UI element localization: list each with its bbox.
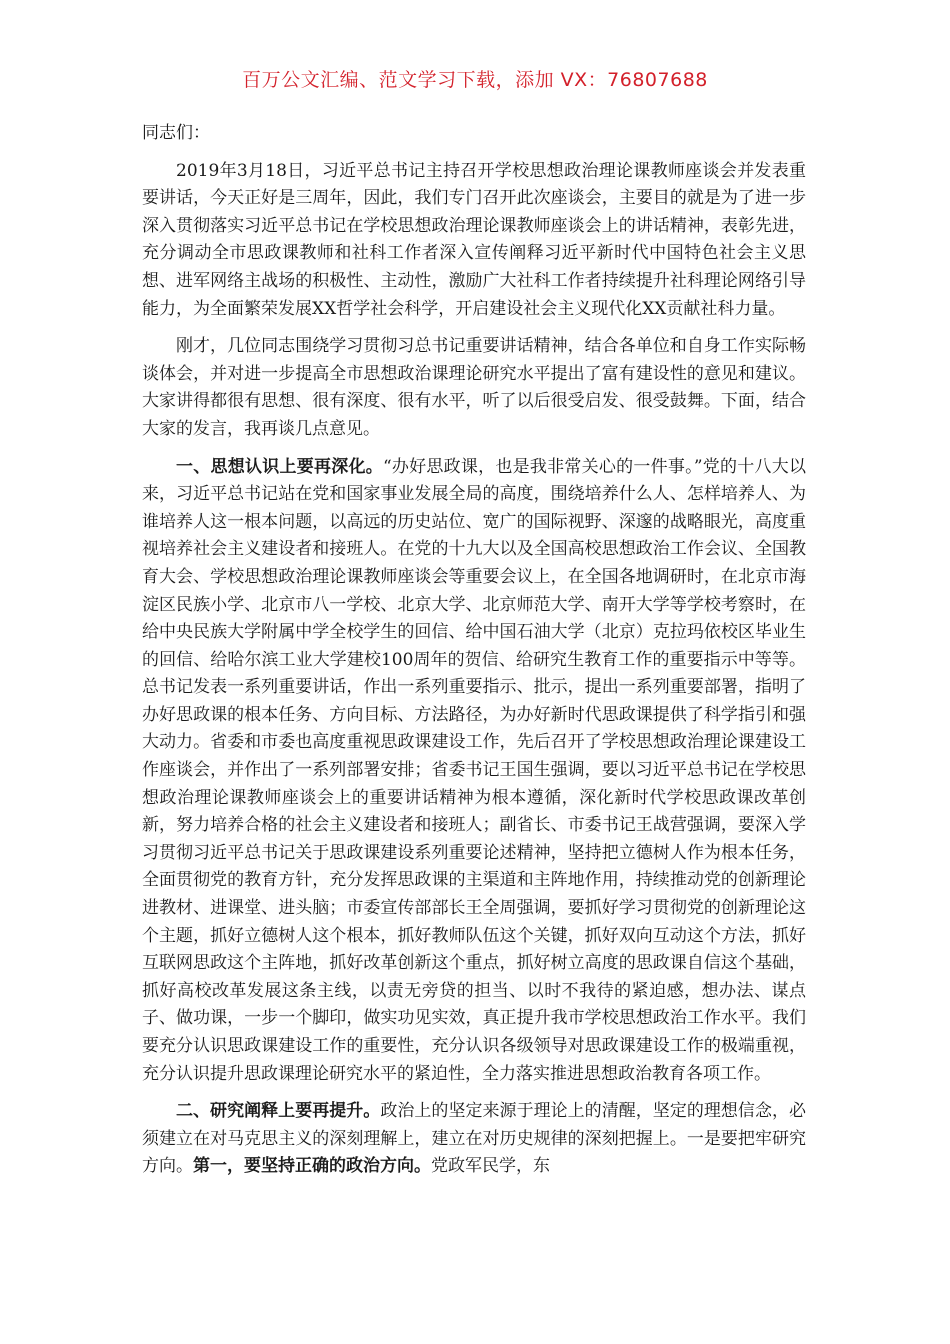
paragraph-2: 刚才，几位同志围绕学习贯彻习总书记重要讲话精神，结合各单位和自身工作实际畅谈体会，并对进一步提高全市思想政治课理论研究水平提出了富有建设性的意见和建议。大家讲得都很有思想、很有深度、很有水平，听了以后很受启发、很受鼓舞。下面，结合大家的发言，我再谈几点意见。 <box>142 336 806 439</box>
section-2-text: 政治上的坚定来源于理论上的清醒，坚定的理想信念，必须建立在对马克思主义的深刻理解上，建立在对历史规律的深刻把握上。一是要把牢研究方向。 <box>142 1101 807 1177</box>
document-body <box>142 120 806 1191</box>
paragraph-1: 2019年3月18日，习近平总书记主持召开学校思想政治理论课教师座谈会并发表重要讲话，今天正好是三周年，因此，我们专门召开此次座谈会，主要目的就是为了进一步深入贯彻落实习近平总书记在学校思想政治理论课教师座谈会上的讲话精神，表彰先进，充分调动全市思政课教师和社科工作者深入宣传阐释习近平新时代中国特色社会主义思想、进军网络主战场的积极性、主动性，激励广大社科工作者持续提升社科理论网络引导能力，为全面繁荣发展XX哲学社会科学，开启建设社会主义现代化XX贡献社科力量。 <box>142 160 806 319</box>
section-2-heading: 二、研究阐释上要再提升。 <box>176 1101 381 1122</box>
section-2-text-continued: 党政军民学，东 <box>431 1156 550 1177</box>
section-2-subheading: 第一，要坚持正确的政治方向。 <box>193 1156 431 1177</box>
paragraph-4 <box>142 1098 806 1181</box>
section-1-heading: 一、思想认识上要再深化。 <box>176 456 383 477</box>
header-banner: 百万公文汇编、范文学习下载，添加 VX：76807688 <box>242 69 708 91</box>
paragraph-3 <box>142 454 806 1089</box>
section-1-text: “办好思政课，也是我非常关心的一件事。”党的十八大以来，习近平总书记站在党和国家事业发展全局的高度，围绕培养什么人、怎样培养人、为谁培养人这一根本问题，以高远的历史站位、宽广的国际视野、深邃的战略眼光，高度重视培养社会主义建设者和接班人。在党的十九大以及全国高校思想政治工作会议、全国教育大会、学校思想政治理论课教师座谈会等重要会议上，在全国各地调研时，在北京市海淀区民族小学、北京市八一学校、北京大学、北京师范大学、南开大学等学校考察时，在给中央民族大学附属中学全校学生的回信、给中国石油大学（北京）克拉玛依校区毕业生的回信、给哈尔滨工业大学建校100周年的贺信、给研究生教育工作的重要指示中等等。总书记发表一系列重要讲话，作出一系列重要指示、批示，提出一系列重要部署，指明了办好思政课的根本任务、方向目标、方法路径，为办好新时代思政课提供了科学指引和强大动力。省委和市委也高度重视思政课建设工作，先后召开了学校思想政治理论课建设工作座谈会，并作出了一系列部署安排；省委书记王国生强调，要以习近平总书记在学校思想政治理论课教师座谈会上的重要讲话精神为根本遵循，深化新时代学校思政课改革创新，努力培养合格的社会主义建设者和接班人；副省长、市委书记王战营强调，要深入学习贯彻习近平总书记关于思政课建设系列重要论述精神，坚持把立德树人作为根本任务，全面贯彻党的教育方针，充分发挥思政课的主渠道和主阵地作用，持续推动党的创新理论进教材、进课堂、进头脑；市委宣传部部长王全周强调，要抓好学习贯彻党的创新理论这个主题，抓好立德树人这个根本，抓好教师队伍这个关键，抓好双向互动这个方法，抓好互联网思政这个主阵地，抓好改革创新这个重点，抓好树立高度的思政课自信这个基础，抓好高校改革发展这条主线，以责无旁贷的担当、以时不我待的紧迫感，想办法、谋点子、做功课，一步一个脚印，做实功见实效，真正提升我市学校思想政治工作水平。我们要充分认识思政课建设工作的重要性，充分认识各级领导对思政课建设工作的极端重视，充分认识提升思政课理论研究水平的紧迫性，全力落实推进思想政治教育各项工作。 <box>142 456 807 1084</box>
salutation: 同志们： <box>142 123 210 143</box>
